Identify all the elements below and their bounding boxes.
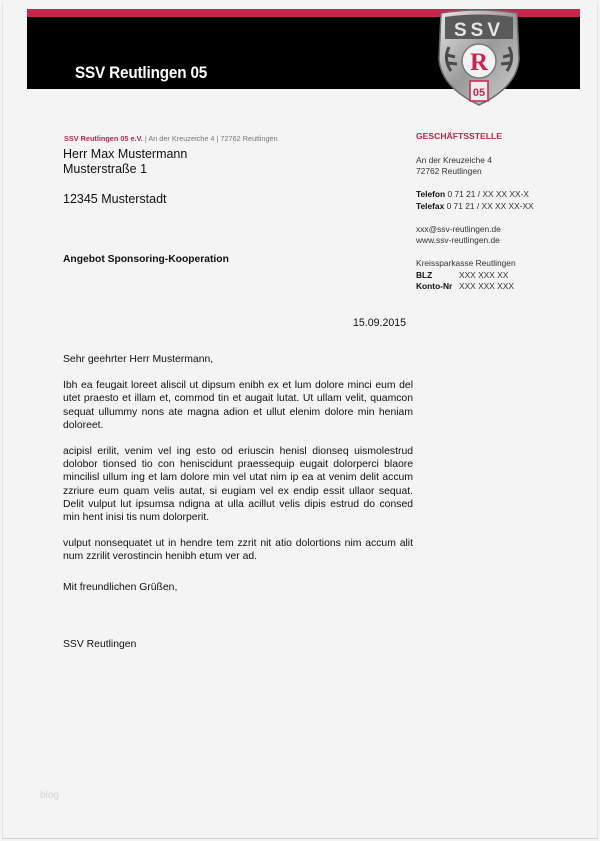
bank-blz-row [416, 270, 534, 282]
sender-address: | An der Kreuzeiche 4 | 72762 Reutlingen [142, 134, 278, 143]
office-street: An der Kreuzeiche 4 [416, 154, 492, 165]
konto-label: Konto-Nr [416, 281, 453, 291]
bank-konto-row [416, 281, 534, 293]
salutation: Sehr geehrter Herr Mustermann, [63, 354, 214, 365]
svg-text:SSV: SSV [453, 20, 505, 41]
fax-value: 0 71 21 / XX XX XX-XX [444, 200, 534, 211]
office-website: www.ssv-reutlingen.de [416, 235, 500, 245]
sender-org: SSV Reutlingen 05 e.V. [64, 134, 143, 143]
svg-text:05: 05 [472, 87, 486, 99]
phone-value: 0 71 21 / XX XX XX-X [445, 189, 529, 199]
body-paragraph: acipisl erilit, venim vel ing esto od eriuscin henisl dionseq uismolestrud dolobor tionsed tio con heniscidunt praessequip eugait dolorperci blaore mincilisl ullum ing et lam dolore min vel utat nim ip ea at venim delit accum zzriure eum quam velis autat, si eugiam vel ex endip essit ullaor sequat. Delit vulput lut ipsumsa ndigna at ulla acillut velis dipis estrud do consed min hent inisi tis num dolorperit. [63, 446, 413, 524]
office-phone-fax [416, 189, 534, 212]
blz-label: BLZ [416, 269, 433, 280]
blz-value: XXX XXX XX [459, 269, 509, 280]
recipient-name: Herr Max Mustermann [63, 147, 188, 161]
phone-label: Telefon [416, 189, 446, 199]
letter-closing: Mit freundlichen Grüßen, [63, 582, 178, 593]
svg-text:R: R [469, 49, 489, 76]
office-bank [416, 258, 534, 293]
letter-date: 15.09.2015 [353, 317, 407, 329]
recipient-address-block [63, 147, 187, 207]
office-email: xxx@ssv-reutlingen.de [416, 223, 501, 234]
office-fax [416, 201, 534, 213]
recipient-street: Musterstraße 1 [63, 162, 148, 176]
office-city: 72762 Reutlingen [416, 166, 482, 176]
bank-name: Kreissparkasse Reutlingen [416, 258, 516, 268]
office-online [416, 224, 534, 247]
office-info-sidebar [416, 131, 534, 304]
body-paragraph: Ibh ea feugait loreet aliscil ut dipsum enibh ex et lum dolore minci eum del utet praesto et illam et, commod tin et augait lutat. Ut ullam velit, quamcon sequat ullummy nons ate magna adion et ullut elenim dolore min heniam doloreet. [63, 380, 413, 431]
letter-subject: Angebot Sponsoring-Kooperation [63, 254, 229, 265]
fax-label: Telefax [416, 200, 445, 211]
konto-value: XXX XXX XXX [459, 281, 514, 291]
letter-signature: SSV Reutlingen [63, 639, 137, 650]
letter-body [63, 353, 413, 577]
office-heading: GESCHÄFTSSTELLE [416, 131, 502, 141]
body-paragraph: vulput nonsequatet ut in hendre tem zzrit nit atio dolortions nim accum alit num zzrilit verostincin henibh etum ver ad. [63, 538, 413, 563]
watermark: blog [40, 790, 59, 801]
office-phone [416, 189, 534, 201]
office-address [416, 155, 534, 178]
recipient-city: 12345 Musterstadt [63, 192, 167, 206]
letterhead-title: SSV Reutlingen 05 [75, 63, 208, 82]
club-crest-icon [435, 9, 523, 107]
sender-return-address [64, 134, 278, 143]
